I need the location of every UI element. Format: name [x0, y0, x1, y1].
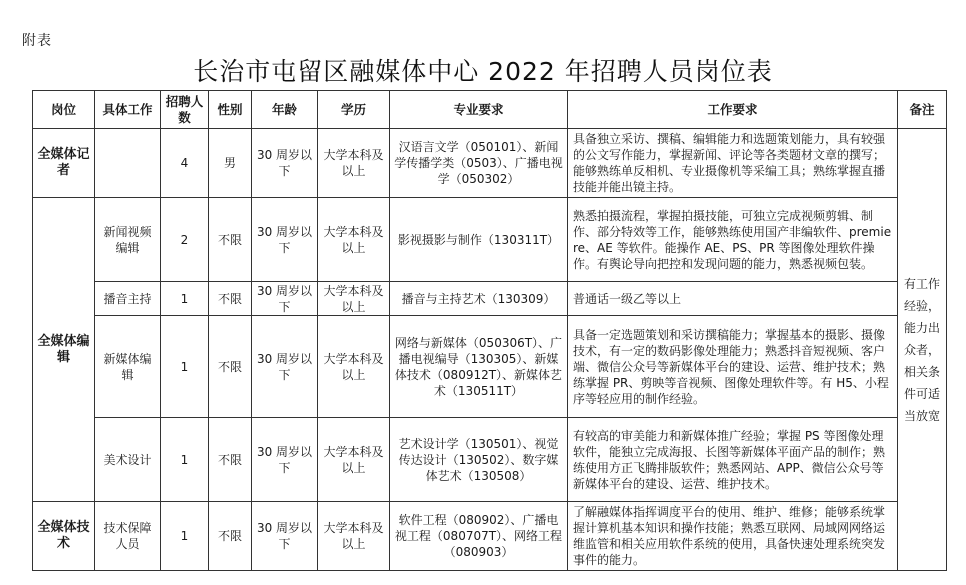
- count-cell: 2: [161, 198, 209, 282]
- age-cell: 30 周岁以下: [252, 502, 318, 571]
- major-cell: 软件工程（080902）、广播电视工程（080707T）、网络工程（080903）: [390, 502, 568, 571]
- table-row: [33, 316, 947, 418]
- table-row: [33, 418, 947, 502]
- requirements-cell: 具备独立采访、撰稿、编辑能力和选题策划能力，具有较强的公文写作能力，掌握新闻、评论等各类题材文章的撰写；能够熟练单反相机、专业摄像机等采编工具；熟练掌握直播技能并能出镜主持。: [568, 129, 898, 198]
- education-cell: 大学本科及以上: [318, 316, 390, 418]
- header-notes: 备注: [898, 91, 947, 129]
- education-cell: 大学本科及以上: [318, 198, 390, 282]
- gender-cell: 男: [209, 129, 252, 198]
- age-cell: 30 周岁以下: [252, 316, 318, 418]
- header-education: 学历: [318, 91, 390, 129]
- age-cell: 30 周岁以下: [252, 129, 318, 198]
- gender-cell: 不限: [209, 502, 252, 571]
- table-row: [33, 282, 947, 316]
- header-position: 岗位: [33, 91, 95, 129]
- count-cell: 4: [161, 129, 209, 198]
- job-cell: 美术设计: [95, 418, 161, 502]
- job-cell: 新闻视频编辑: [95, 198, 161, 282]
- count-cell: 1: [161, 418, 209, 502]
- requirements-cell: 熟悉拍摄流程，掌握拍摄技能，可独立完成视频剪辑、制作、部分特效等工作，能够熟练使用国产非编软件、premiere、AE 等软件。能操作 AE、PS、PR 等图像处理软件操作。有舆论导向把控和发现问题的能力，熟悉视频包装。: [568, 198, 898, 282]
- gender-cell: 不限: [209, 282, 252, 316]
- header-requirements: 工作要求: [568, 91, 898, 129]
- header-count: 招聘人数: [161, 91, 209, 129]
- recruitment-table: [32, 90, 947, 571]
- header-gender: 性别: [209, 91, 252, 129]
- requirements-cell: 有较高的审美能力和新媒体推广经验；掌握 PS 等图像处理软件，能独立完成海报、长图等新媒体平面产品的制作；熟练使用方正飞腾排版软件；熟悉网站、APP、微信公众号等新媒体平台的建设、运营、维护技术。: [568, 418, 898, 502]
- notes-cell: 有工作经验，能力出众者，相关条件可适当放宽: [898, 129, 947, 571]
- header-age: 年龄: [252, 91, 318, 129]
- age-cell: 30 周岁以下: [252, 198, 318, 282]
- category-cell: 全媒体记者: [33, 129, 95, 198]
- category-cell: 全媒体编辑: [33, 198, 95, 502]
- count-cell: 1: [161, 316, 209, 418]
- age-cell: 30 周岁以下: [252, 418, 318, 502]
- education-cell: 大学本科及以上: [318, 502, 390, 571]
- annex-label: 附表: [22, 33, 52, 49]
- requirements-cell: 了解融媒体指挥调度平台的使用、维护、维修；能够系统掌握计算机基本知识和操作技能；熟悉互联网、局域网网络运维监管和相关应用软件系统的使用，具备快速处理系统突发事件的能力。: [568, 502, 898, 571]
- table-row: [33, 198, 947, 282]
- age-cell: 30 周岁以下: [252, 282, 318, 316]
- requirements-cell: 普通话一级乙等以上: [568, 282, 898, 316]
- table-row: [33, 129, 947, 198]
- page-title: 长治市屯留区融媒体中心 2022 年招聘人员岗位表: [193, 57, 773, 86]
- major-cell: 网络与新媒体（050306T）、广播电视编导（130305）、新媒体技术（080912T）、新媒体艺术（130511T）: [390, 316, 568, 418]
- gender-cell: 不限: [209, 418, 252, 502]
- count-cell: 1: [161, 502, 209, 571]
- header-job: 具体工作: [95, 91, 161, 129]
- gender-cell: 不限: [209, 316, 252, 418]
- count-cell: 1: [161, 282, 209, 316]
- requirements-cell: 具备一定选题策划和采访撰稿能力；掌握基本的摄影、摄像技术，有一定的数码影像处理能力；熟悉抖音短视频、客户端、微信公众号等新媒体平台的建设、运营、维护技术；熟练掌握 PR、剪映等音视频、图像处理软件等。有 H5、小程序等轻应用的制作经验。: [568, 316, 898, 418]
- major-cell: 汉语言文学（050101）、新闻学传播学类（0503）、广播电视学（050302）: [390, 129, 568, 198]
- table-row: [33, 502, 947, 571]
- major-cell: 播音与主持艺术（130309）: [390, 282, 568, 316]
- gender-cell: 不限: [209, 198, 252, 282]
- category-cell: 全媒体技术: [33, 502, 95, 571]
- education-cell: 大学本科及以上: [318, 129, 390, 198]
- major-cell: 艺术设计学（130501）、视觉传达设计（130502）、数字媒体艺术（130508）: [390, 418, 568, 502]
- education-cell: 大学本科及以上: [318, 282, 390, 316]
- job-cell: 播音主持: [95, 282, 161, 316]
- header-row: [33, 91, 947, 129]
- header-major: 专业要求: [390, 91, 568, 129]
- major-cell: 影视摄影与制作（130311T）: [390, 198, 568, 282]
- education-cell: 大学本科及以上: [318, 418, 390, 502]
- job-cell: 技术保障人员: [95, 502, 161, 571]
- job-cell: [95, 129, 161, 198]
- job-cell: 新媒体编辑: [95, 316, 161, 418]
